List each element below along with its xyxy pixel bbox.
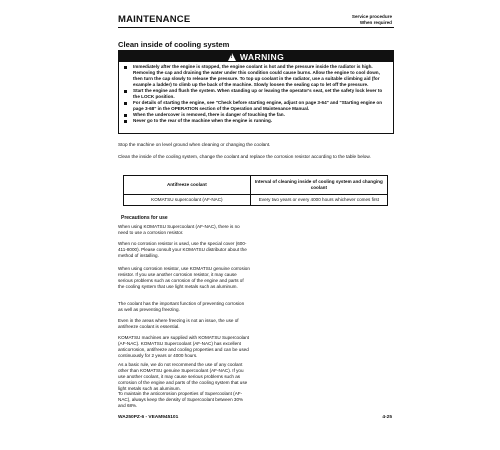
table-cell: Every two years or every 4000 hours whichever comes first [250,195,387,206]
header-rule [118,27,394,28]
section-title: Clean inside of cooling system [118,40,230,49]
intro-paragraph-1: Stop the machine on level ground when cleaning or changing the coolant. [118,142,271,147]
precaution-paragraph: KOMATSU machines are supplied with KOMATSU Supercoolant (AF-NAC). KOMATSU Supercoolant (AF-NAC) has excellent anticorrosion, antifreeze and cooling properties and can be used continuously for 2 years or 4000 hours. [118,335,250,359]
intro-paragraph-2: Clean the inside of the cooling system, change the coolant and replace the corrosion resistor according to the table below. [118,154,371,159]
table-header-cell: Interval of cleaning inside of cooling system and changing coolant [250,176,387,195]
header-service-procedure: Service procedure [351,14,392,19]
warning-label: WARNING [239,51,285,62]
precaution-paragraph: As a basic rule, we do not recommend the use of any coolant other than KOMATSU genuine Supercoolant (AF-NAC). If you use another coolant, it may cause serious problems such as corrosion of the engine and parts of the cooling system that use light metals such as aluminum. [118,362,248,392]
precautions-title: Precautions for use [121,215,168,221]
page-header-right [352,14,392,26]
page-header-title: MAINTENANCE [118,14,191,25]
table-cell: KOMATSU supercoolant (AF-NAC) [124,195,251,206]
warning-item: When the undercover is removed, there is danger of touching the fan. [133,112,389,118]
warning-item: Start the engine and flush the system. When standing up or leaving the operator's seat, set the safety lock lever to the LOCK position. [133,88,389,100]
coolant-interval-table [123,175,388,206]
warning-item: Immediately after the engine is stopped, the engine coolant is hot and the pressure inside the radiator is high. Removing the cap and draining the water under this condition could cause burns. Allow the engine to cool down, then turn the cap slowly to release the pressure. To top up coolant in the radiator, use a suitable climbing aid (for example a ladder) to climb up the back of the machine. Slowly loosen the sealing cap to let off the pressure. [133,64,389,88]
header-when-required: When required [359,20,392,25]
precaution-paragraph: When using KOMATSU Supercoolant (AF-NAC), there is no need to use a corrosion resistor. [118,224,240,236]
warning-triangle-icon: ! [228,53,236,61]
precaution-paragraph: To maintain the anticorrosion properties of Supercoolant (AF-NAC), always keep the density of Supercoolant between 30% and 68%. [118,391,244,409]
warning-item: Never go to the rear of the machine when the engine is running. [133,118,389,124]
precaution-paragraph: The coolant has the important function of preventing corrosion as well as preventing freezing. [118,301,245,313]
table-header-row [124,176,388,195]
precaution-paragraph: Even in the areas where freezing is not an issue, the use of antifreeze coolant is essential. [118,318,239,330]
footer-model: WA250PZ-6 - VEAM945101 [118,415,179,420]
warning-list [119,64,393,124]
warning-banner [119,51,393,62]
warning-item: For details of starting the engine, see "Check before starting engine, adjust on page 3-64" and "Starting engine on page 3-68" in the OPERATION section of the Operation and Maintenance Manual. [133,100,389,112]
precaution-paragraph: When using corrosion resistor, use KOMATSU genuine corrosion resistor. If you use another corrosion resistor, it may cause serious problems such as corrosion of the engine and parts of the cooling system that use light metals such as aluminum. [118,266,250,290]
warning-box [118,50,394,134]
table-header-cell: Antifreeze coolant [124,176,251,195]
footer-page-number: 4-25 [382,415,392,420]
table-row [124,195,388,206]
precaution-paragraph: When no corrosion resistor is used, use the special cover (600-411-8000). Please consult your KOMATSU distributor about the method of installing. [118,241,247,259]
